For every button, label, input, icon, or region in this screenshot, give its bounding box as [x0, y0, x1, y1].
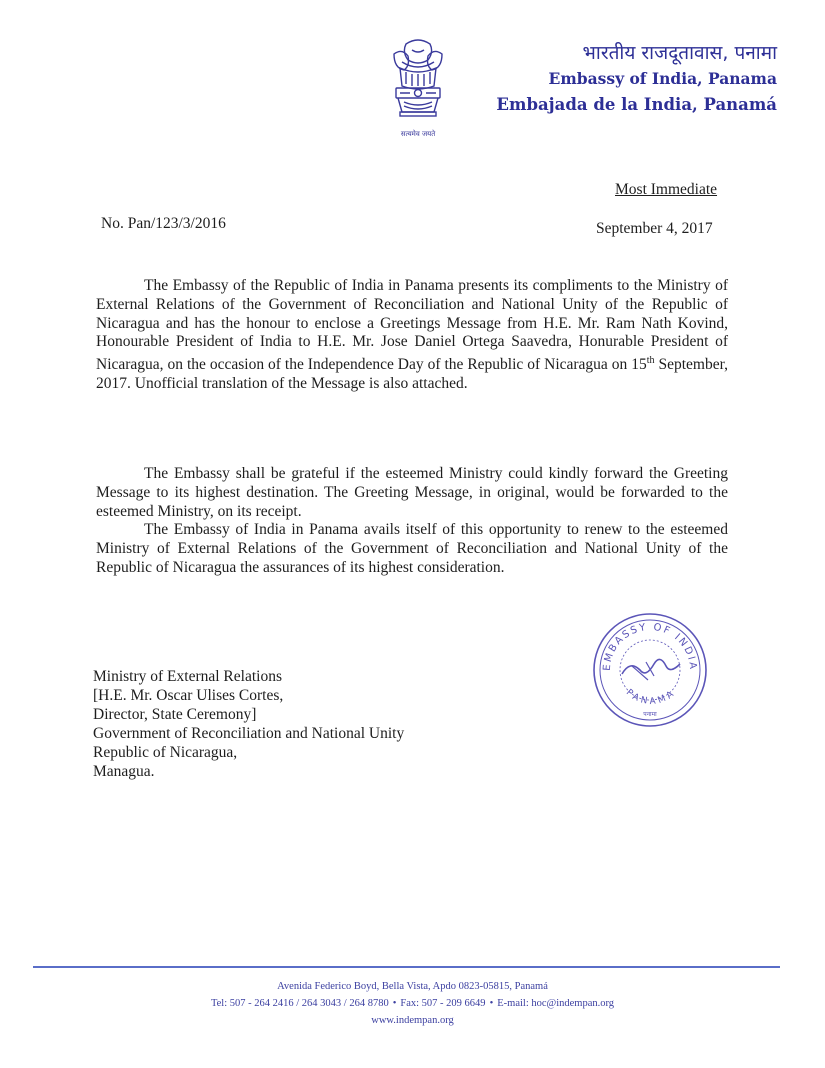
letterhead-english: Embassy of India, Panama [548, 69, 777, 88]
addressee-line: Managua. [93, 763, 155, 780]
letter-date: September 4, 2017 [596, 220, 713, 237]
body-paragraph-2 [96, 465, 728, 521]
letterhead [496, 40, 777, 118]
addressee-line: [H.E. Mr. Oscar Ulises Cortes, [93, 687, 284, 704]
paragraph-1-text-end: September, 2017. Unofficial translation of the Message is also attached. [96, 356, 728, 393]
seal-icon [588, 608, 713, 733]
seal-text-top: EMBASSY OF INDIA [601, 621, 699, 672]
ordinal-suffix: th [646, 355, 655, 367]
addressee-line: Republic of Nicaragua, [93, 744, 238, 761]
svg-text:EMBASSY OF INDIA [602, 622, 698, 671]
paragraph-3-text: The Embassy of India in Panama avails itself of this opportunity to renew to the esteemed Ministry of External Relations of the Government of Reconciliation and National Unity of the Republic of Nicaragua the assurances of its highest consideration. [96, 521, 728, 576]
priority-label: Most Immediate [615, 181, 718, 198]
body-paragraph-3 [96, 521, 728, 577]
footer-tel: Tel: 507 - 264 2416 / 264 3043 / 264 8780 [210, 998, 389, 1009]
footer-website[interactable]: www.indempan.org [371, 1015, 454, 1026]
footer-email[interactable]: E-mail: hoc@indempan.org [497, 998, 615, 1009]
footer-divider [33, 966, 780, 968]
footer-contacts: Tel: 507 - 264 2416 / 264 3043 / 264 8780 • Fax: 507 - 209 6649 • E-mail: hoc@indempan.org [210, 998, 615, 1009]
body-paragraph-1 [96, 277, 728, 394]
embassy-seal-stamp [588, 608, 713, 733]
footer-fax: Fax: 507 - 209 6649 [400, 998, 486, 1009]
letterhead-spanish: Embajada de la India, Panamá [496, 95, 777, 114]
paragraph-2-text: The Embassy shall be grateful if the esteemed Ministry could kindly forward the Greeting Message to its highest destination. The Greeting Message, in original, would be forwarded to the esteemed Ministry, on its receipt. [96, 465, 728, 520]
addressee-line: Director, State Ceremony] [93, 706, 257, 723]
footer-address: Avenida Federico Boyd, Bella Vista, Apdo 0823-05815, Panamá [277, 981, 548, 992]
paragraph-1-text: The Embassy of the Republic of India in Panama presents its compliments to the Ministry of External Relations of the Government of Reconciliation and National Unity of the Republic of Nicaragua and has the honour to enclose a Greetings Message from H.E. Mr. Ram Nath Kovind, Honourable President of India to H.E. Mr. Jose Daniel Ortega Saavedra, Honurable President of Nicaragua, on the occasion of the Independence Day of the Republic of Nicaragua on 15 [96, 277, 728, 374]
emblem-motto: सत्यमेव जयते [400, 130, 436, 138]
reference-number: No. Pan/123/3/2016 [101, 215, 226, 232]
addressee-line: Ministry of External Relations [93, 668, 282, 685]
seal-text-hindi-bottom: पनामा [643, 711, 657, 718]
seal-text-bottom: PANAMA [623, 687, 679, 708]
national-emblem-logo [382, 36, 454, 146]
addressee-line: Government of Reconciliation and National Unity [93, 725, 405, 742]
letterhead-hindi: भारतीय राजदूतावास, पनामा [582, 42, 777, 64]
svg-text:PANAMA [624, 688, 678, 707]
footer [0, 978, 825, 1029]
addressee-block [93, 667, 404, 781]
lion-capital-icon [382, 36, 454, 128]
